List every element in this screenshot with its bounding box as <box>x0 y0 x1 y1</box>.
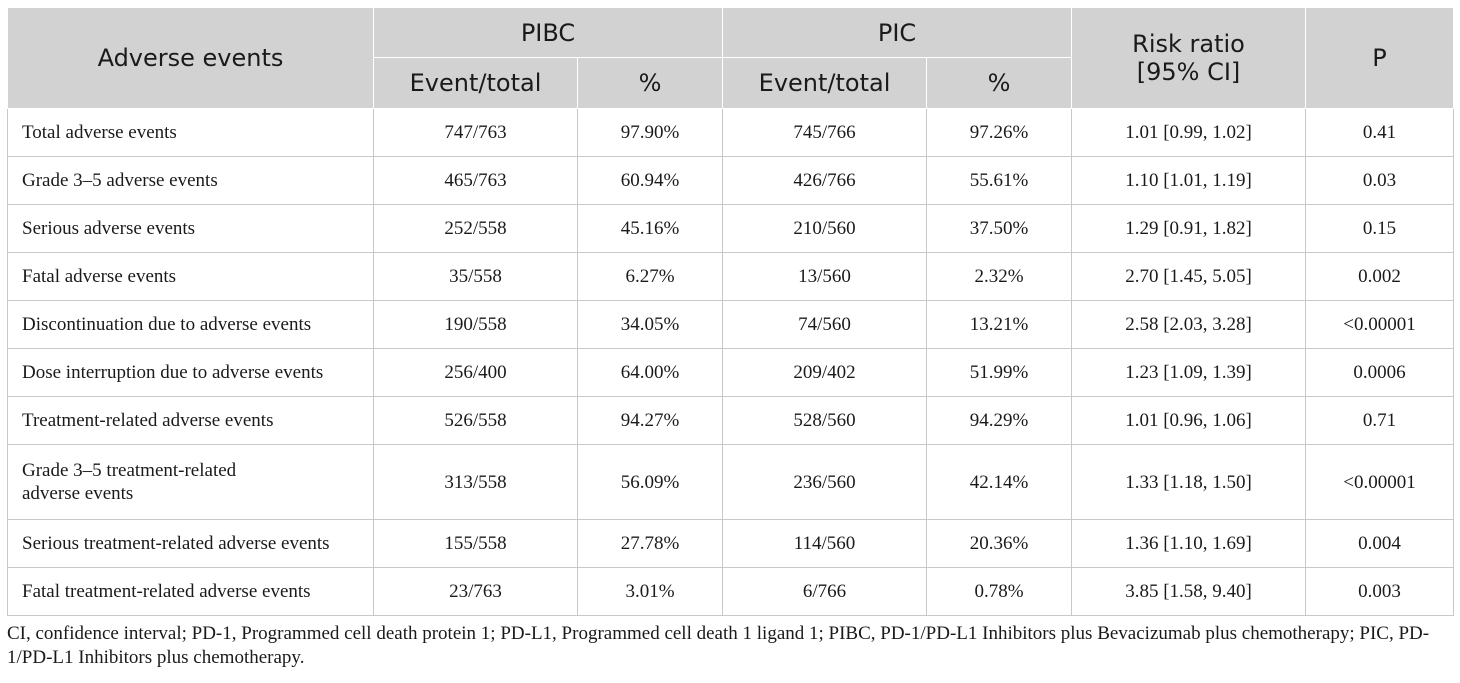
header-adverse-events: Adverse events <box>8 8 374 109</box>
risk-ratio-cell: 1.36 [1.10, 1.69] <box>1072 520 1306 568</box>
header-pibc-percent: % <box>578 58 723 109</box>
pic-percent-cell: 37.50% <box>927 205 1072 253</box>
pic-event-total-cell: 209/402 <box>723 349 927 397</box>
pibc-percent-cell: 45.16% <box>578 205 723 253</box>
pibc-percent-cell: 27.78% <box>578 520 723 568</box>
pibc-event-total-cell: 252/558 <box>374 205 578 253</box>
risk-ratio-cell: 1.29 [0.91, 1.82] <box>1072 205 1306 253</box>
p-value-cell: 0.41 <box>1306 109 1454 157</box>
table-footnote: CI, confidence interval; PD-1, Programmed cell death protein 1; PD-L1, Programmed cell death 1 ligand 1; PIBC, PD-1/PD-L1 Inhibitors plus Bevacizumab plus chemotherapy; PIC, PD-1/PD-L1 Inhibitors plus chemotherapy. <box>7 623 1430 668</box>
row-label-text: Grade 3–5 treatment-related adverse events <box>22 460 237 504</box>
pibc-percent-cell: 94.27% <box>578 397 723 445</box>
table-row <box>8 568 1454 616</box>
row-label: Dose interruption due to adverse events <box>8 349 374 397</box>
pibc-event-total-cell: 747/763 <box>374 109 578 157</box>
pibc-event-total-cell: 155/558 <box>374 520 578 568</box>
risk-ratio-cell: 1.01 [0.96, 1.06] <box>1072 397 1306 445</box>
table-row <box>8 520 1454 568</box>
pic-event-total-cell: 236/560 <box>723 445 927 520</box>
p-value-cell: 0.03 <box>1306 157 1454 205</box>
row-label: Grade 3–5 adverse events <box>8 157 374 205</box>
row-label: Fatal adverse events <box>8 253 374 301</box>
table-row <box>8 109 1454 157</box>
pic-event-total-cell: 210/560 <box>723 205 927 253</box>
table-row <box>8 253 1454 301</box>
pic-percent-cell: 2.32% <box>927 253 1072 301</box>
pic-event-total-cell: 426/766 <box>723 157 927 205</box>
risk-ratio-cell: 1.33 [1.18, 1.50] <box>1072 445 1306 520</box>
row-label: Serious adverse events <box>8 205 374 253</box>
header-pibc: PIBC <box>374 8 723 58</box>
pibc-percent-cell: 56.09% <box>578 445 723 520</box>
header-risk-ratio-text: Risk ratio [95% CI] <box>1132 30 1245 86</box>
table-header <box>8 8 1454 109</box>
pibc-event-total-cell: 313/558 <box>374 445 578 520</box>
pibc-event-total-cell: 23/763 <box>374 568 578 616</box>
table-row <box>8 157 1454 205</box>
pibc-percent-cell: 60.94% <box>578 157 723 205</box>
header-pic-event-total: Event/total <box>723 58 927 109</box>
pibc-event-total-cell: 190/558 <box>374 301 578 349</box>
row-label: Fatal treatment-related adverse events <box>8 568 374 616</box>
pic-percent-cell: 13.21% <box>927 301 1072 349</box>
table-row <box>8 301 1454 349</box>
pibc-event-total-cell: 465/763 <box>374 157 578 205</box>
p-value-cell: 0.004 <box>1306 520 1454 568</box>
header-pic: PIC <box>723 8 1072 58</box>
pibc-event-total-cell: 35/558 <box>374 253 578 301</box>
p-value-cell: <0.00001 <box>1306 301 1454 349</box>
row-label: Total adverse events <box>8 109 374 157</box>
risk-ratio-cell: 2.58 [2.03, 3.28] <box>1072 301 1306 349</box>
p-value-cell: 0.003 <box>1306 568 1454 616</box>
header-risk-ratio <box>1072 8 1306 109</box>
pic-percent-cell: 0.78% <box>927 568 1072 616</box>
p-value-cell: 0.0006 <box>1306 349 1454 397</box>
risk-ratio-cell: 1.10 [1.01, 1.19] <box>1072 157 1306 205</box>
pic-percent-cell: 51.99% <box>927 349 1072 397</box>
row-label: Discontinuation due to adverse events <box>8 301 374 349</box>
header-p: P <box>1306 8 1454 109</box>
pic-percent-cell: 97.26% <box>927 109 1072 157</box>
risk-ratio-cell: 3.85 [1.58, 9.40] <box>1072 568 1306 616</box>
pibc-percent-cell: 6.27% <box>578 253 723 301</box>
adverse-events-table <box>7 7 1454 616</box>
p-value-cell: 0.71 <box>1306 397 1454 445</box>
pic-event-total-cell: 745/766 <box>723 109 927 157</box>
table-row <box>8 205 1454 253</box>
pic-event-total-cell: 74/560 <box>723 301 927 349</box>
pic-percent-cell: 94.29% <box>927 397 1072 445</box>
risk-ratio-cell: 2.70 [1.45, 5.05] <box>1072 253 1306 301</box>
table-row <box>8 349 1454 397</box>
pic-event-total-cell: 6/766 <box>723 568 927 616</box>
pibc-percent-cell: 97.90% <box>578 109 723 157</box>
table-body <box>8 109 1454 616</box>
row-label: Serious treatment-related adverse events <box>8 520 374 568</box>
table-row <box>8 397 1454 445</box>
pic-event-total-cell: 114/560 <box>723 520 927 568</box>
table-row <box>8 445 1454 520</box>
p-value-cell: 0.15 <box>1306 205 1454 253</box>
pibc-event-total-cell: 526/558 <box>374 397 578 445</box>
adverse-events-table-container <box>7 7 1453 670</box>
p-value-cell: 0.002 <box>1306 253 1454 301</box>
pibc-event-total-cell: 256/400 <box>374 349 578 397</box>
risk-ratio-cell: 1.01 [0.99, 1.02] <box>1072 109 1306 157</box>
pibc-percent-cell: 34.05% <box>578 301 723 349</box>
row-label <box>8 445 374 520</box>
pic-percent-cell: 42.14% <box>927 445 1072 520</box>
row-label: Treatment-related adverse events <box>8 397 374 445</box>
p-value-cell: <0.00001 <box>1306 445 1454 520</box>
pic-event-total-cell: 13/560 <box>723 253 927 301</box>
pic-percent-cell: 20.36% <box>927 520 1072 568</box>
header-pibc-event-total: Event/total <box>374 58 578 109</box>
pic-event-total-cell: 528/560 <box>723 397 927 445</box>
pibc-percent-cell: 64.00% <box>578 349 723 397</box>
header-pic-percent: % <box>927 58 1072 109</box>
pic-percent-cell: 55.61% <box>927 157 1072 205</box>
risk-ratio-cell: 1.23 [1.09, 1.39] <box>1072 349 1306 397</box>
pibc-percent-cell: 3.01% <box>578 568 723 616</box>
